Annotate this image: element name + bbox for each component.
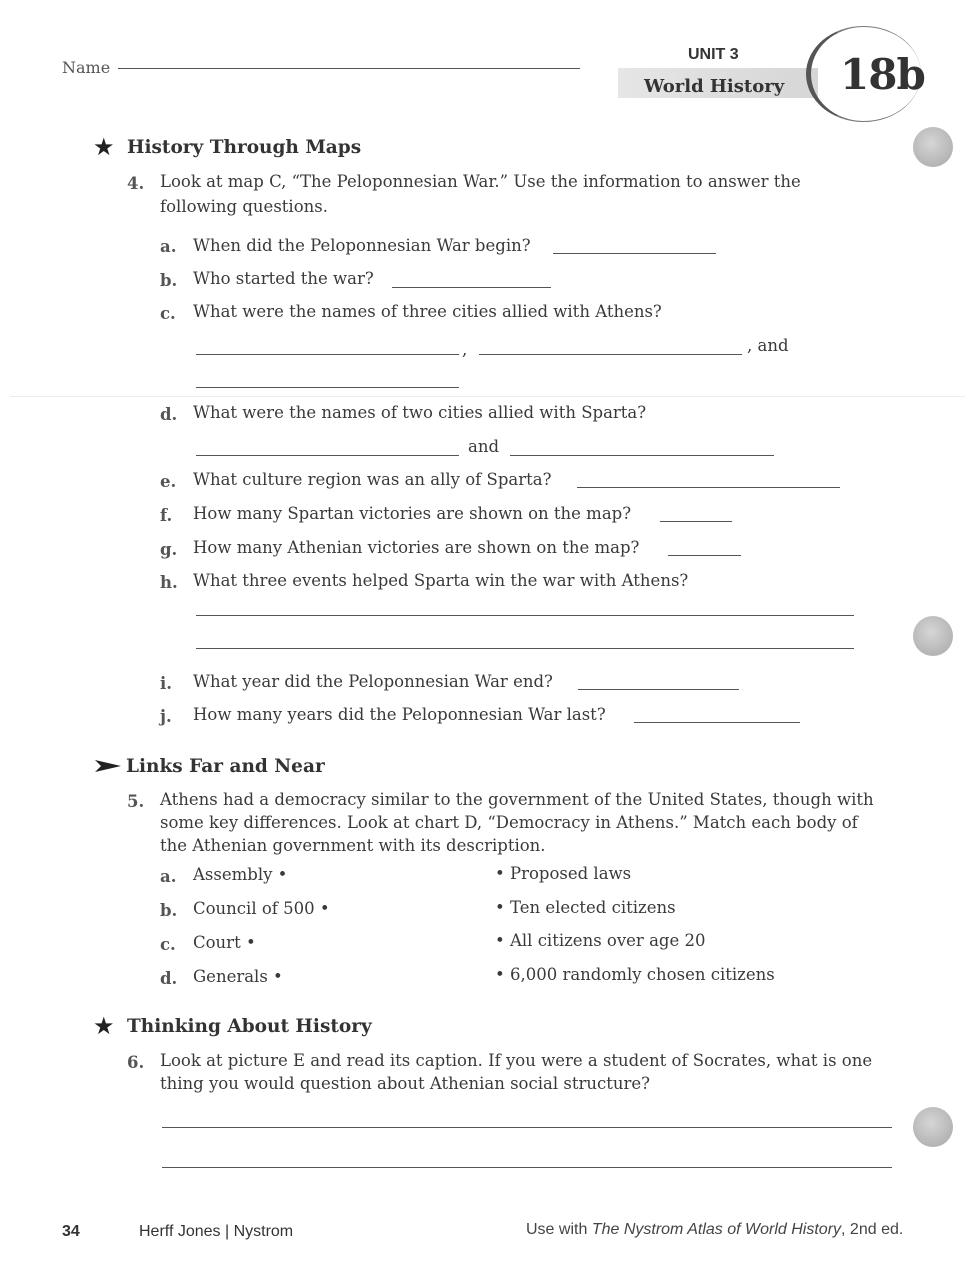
answer-c-line-3[interactable] (196, 387, 459, 388)
subject-label: World History (644, 76, 785, 97)
item-b-text: Who started the war? (193, 269, 374, 288)
binder-hole-top (913, 127, 953, 167)
question-6-line2: thing you would question about Athenian social structure? (160, 1074, 650, 1093)
publisher: Herff Jones | Nystrom (139, 1223, 294, 1240)
answer-f-line[interactable] (660, 521, 732, 522)
item-c-label: c. (160, 304, 176, 323)
page-crease (10, 396, 965, 397)
question-5-line2: some key differences. Look at chart D, “Democracy in Athens.” Match each body of (160, 813, 858, 832)
item-a-label: a. (160, 237, 177, 256)
answer-c-line-2[interactable] (479, 354, 742, 355)
item-h-text: What three events helped Sparta win the war with Athens? (193, 571, 689, 590)
match-left-court[interactable]: Court • (193, 933, 256, 952)
question-4-line1: Look at map C, “The Peloponnesian War.” Use the information to answer the (160, 172, 801, 191)
match-right-all-citizens[interactable]: • All citizens over age 20 (495, 931, 706, 950)
page-number: 34 (62, 1223, 80, 1240)
item-f-text: How many Spartan victories are shown on the map? (193, 504, 632, 523)
match-b-label: b. (160, 901, 178, 920)
item-b-label: b. (160, 271, 178, 290)
name-label: Name (62, 58, 111, 77)
item-e-label: e. (160, 472, 177, 491)
question-5-number: 5. (127, 792, 145, 811)
comma-separator: , (462, 340, 468, 359)
item-d-label: d. (160, 405, 178, 424)
binder-hole-middle (913, 616, 953, 656)
item-j-text: How many years did the Peloponnesian War last? (193, 705, 606, 724)
answer-6-line-1[interactable] (162, 1127, 892, 1128)
arrow-icon (95, 758, 121, 774)
answer-b-line[interactable] (392, 287, 551, 288)
item-c-text: What were the names of three cities allied with Athens? (193, 302, 662, 321)
question-4-line2: following questions. (160, 197, 328, 216)
atlas-note (526, 1221, 903, 1239)
match-left-assembly[interactable]: Assembly • (193, 865, 288, 884)
answer-c-line-1[interactable] (196, 354, 459, 355)
answer-g-line[interactable] (668, 555, 741, 556)
item-a-text: When did the Peloponnesian War begin? (193, 236, 531, 255)
item-h-label: h. (160, 573, 178, 592)
match-right-proposed-laws[interactable]: • Proposed laws (495, 864, 632, 883)
question-6-number: 6. (127, 1053, 145, 1072)
star-icon: ★ (93, 133, 115, 161)
unit-label: UNIT 3 (688, 46, 739, 63)
answer-d-line-2[interactable] (510, 455, 774, 456)
item-i-label: i. (160, 674, 173, 693)
question-5-line3: the Athenian government with its description. (160, 836, 546, 855)
atlas-edition: , 2nd ed. (841, 1221, 904, 1238)
star-icon: ★ (93, 1012, 115, 1040)
and-separator-c: , and (747, 336, 789, 355)
question-6-line1: Look at picture E and read its caption. If you were a student of Socrates, what is one (160, 1051, 873, 1070)
match-right-ten-elected[interactable]: • Ten elected citizens (495, 898, 676, 917)
lesson-badge: 18b (840, 50, 925, 99)
atlas-note-prefix: Use with (526, 1221, 592, 1238)
answer-j-line[interactable] (634, 722, 800, 723)
answer-i-line[interactable] (578, 689, 739, 690)
section-title-maps: History Through Maps (127, 137, 362, 158)
match-left-generals[interactable]: Generals • (193, 967, 283, 986)
item-f-label: f. (160, 506, 173, 525)
match-right-6000-citizens[interactable]: • 6,000 randomly chosen citizens (495, 965, 775, 984)
item-g-label: g. (160, 540, 178, 559)
answer-h-line-2[interactable] (196, 648, 854, 649)
item-e-text: What culture region was an ally of Sparta? (193, 470, 552, 489)
question-5-line1: Athens had a democracy similar to the government of the United States, though with (160, 790, 874, 809)
match-d-label: d. (160, 969, 178, 988)
match-c-label: c. (160, 935, 176, 954)
match-left-council[interactable]: Council of 500 • (193, 899, 330, 918)
section-title-thinking: Thinking About History (127, 1016, 372, 1037)
section-title-links: Links Far and Near (126, 756, 325, 777)
answer-h-line-1[interactable] (196, 615, 854, 616)
answer-e-line[interactable] (577, 487, 840, 488)
item-j-label: j. (160, 707, 172, 726)
question-4-number: 4. (127, 174, 145, 193)
answer-a-line[interactable] (553, 253, 716, 254)
answer-6-line-2[interactable] (162, 1167, 892, 1168)
atlas-title: The Nystrom Atlas of World History (591, 1221, 842, 1238)
binder-hole-bottom (913, 1107, 953, 1147)
item-d-text: What were the names of two cities allied with Sparta? (193, 403, 647, 422)
answer-d-line-1[interactable] (196, 455, 459, 456)
name-field[interactable] (118, 68, 580, 69)
item-i-text: What year did the Peloponnesian War end? (193, 672, 553, 691)
item-g-text: How many Athenian victories are shown on the map? (193, 538, 640, 557)
match-a-label: a. (160, 867, 177, 886)
and-separator-d: and (468, 437, 500, 456)
